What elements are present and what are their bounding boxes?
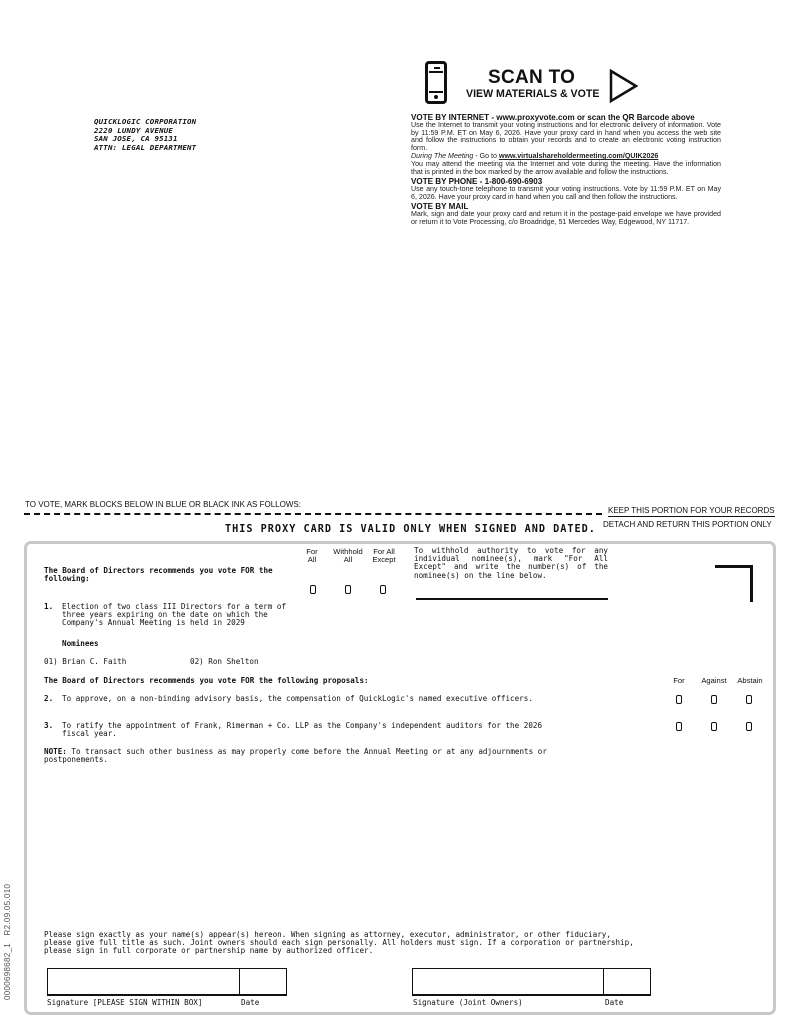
vote-phone-body: Use any touch-tone telephone to transmit your voting instructions. Vote by 11:59 P.M. ET on May 6, 2026. Have your proxy card in hand when you call and then follow the instructions. bbox=[411, 185, 721, 201]
checkbox-proposal-2-for[interactable] bbox=[676, 695, 682, 704]
valid-notice: THIS PROXY CARD IS VALID ONLY WHEN SIGNED AND DATED. bbox=[225, 524, 596, 535]
col-for-all bbox=[300, 548, 324, 564]
voting-instructions bbox=[411, 113, 721, 228]
col-label: For All bbox=[373, 547, 395, 556]
date-box[interactable] bbox=[240, 968, 287, 996]
detach-label: DETACH AND RETURN THIS PORTION ONLY bbox=[603, 520, 772, 529]
meeting-url-link[interactable]: www.virtualshareholdermeeting.com/QUIK2026 bbox=[498, 152, 659, 161]
side-document-code: 0000698682_1 R2.09.05.010 bbox=[3, 883, 12, 1000]
address-line: 2220 LUNDY AVENUE bbox=[94, 125, 174, 135]
proposal-1-number: 1. bbox=[44, 602, 54, 611]
proposal-3-number: 3. bbox=[44, 721, 54, 730]
col-for: For bbox=[673, 676, 685, 685]
board-recommendation-1: The Board of Directors recommends you vote FOR the following: bbox=[44, 566, 273, 584]
col-label: All bbox=[307, 555, 317, 564]
checkbox-proposal-3-for[interactable] bbox=[676, 722, 682, 731]
control-box-corner-mark bbox=[715, 565, 753, 602]
checkbox-for-all[interactable] bbox=[310, 585, 316, 594]
vote-mail-heading: VOTE BY MAIL bbox=[411, 202, 469, 212]
address-line: ATTN: LEGAL DEPARTMENT bbox=[94, 142, 197, 152]
mark-instructions: TO VOTE, MARK BLOCKS BELOW IN BLUE OR BLACK INK AS FOLLOWS: bbox=[25, 500, 301, 509]
play-arrow-icon bbox=[609, 69, 639, 103]
checkbox-withhold-all[interactable] bbox=[345, 585, 351, 594]
detach-dashed-line bbox=[24, 513, 602, 515]
nominee-number-line[interactable] bbox=[416, 598, 608, 600]
address-line: SAN JOSE, CA 95131 bbox=[94, 134, 178, 144]
joint-date-box[interactable] bbox=[604, 968, 651, 996]
nominee-01: 01) Brian C. Faith bbox=[44, 657, 127, 666]
nominee-02: 02) Ron Shelton bbox=[190, 657, 259, 666]
withhold-note: To withhold authority to vote for any individual nominee(s), mark "For All Except" and write the number(s) of the nominee(s) on the line below. bbox=[414, 546, 608, 580]
note bbox=[44, 748, 564, 764]
checkbox-proposal-2-abstain[interactable] bbox=[746, 695, 752, 704]
address-line: QUICKLOGIC CORPORATION bbox=[94, 117, 197, 126]
vote-internet-body: Use the Internet to transmit your voting instructions and for electronic delivery of information. Vote by 11:59 P.M. ET on May 6, 2026. Have your proxy card in hand when you access the web site and follow the instructions to obtain your records and to create an electronic voting instruction form. bbox=[411, 121, 721, 152]
board-recommendation-2: The Board of Directors recommends you vote FOR the following proposals: bbox=[44, 676, 369, 685]
col-label: For bbox=[306, 547, 318, 556]
vote-phone-heading: VOTE BY PHONE - 1-800-690-6903 bbox=[411, 177, 543, 187]
vote-meeting-body: You may attend the meeting via the Internet and vote during the meeting. Have the information that is printed in the box marked by the arrow available and follow the instructions. bbox=[411, 159, 721, 176]
col-against: Against bbox=[701, 676, 727, 685]
signature-label: Signature [PLEASE SIGN WITHIN BOX] bbox=[47, 998, 203, 1007]
nominees-label: Nominees bbox=[62, 639, 99, 648]
col-for-all-except bbox=[368, 548, 400, 564]
joint-date-label: Date bbox=[605, 998, 624, 1007]
date-label: Date bbox=[241, 998, 260, 1007]
checkbox-proposal-2-against[interactable] bbox=[711, 695, 717, 704]
col-label: All bbox=[343, 555, 353, 564]
meeting-label: During The Meeting bbox=[411, 152, 474, 161]
scan-title: SCAN TO bbox=[488, 67, 576, 88]
signing-instructions: Please sign exactly as your name(s) appear(s) hereon. When signing as attorney, executor, administrator, or other fiduciary, please give full title as such. Joint owners should each sign personally. All holders must sign. If a corporation or partnership, please sign in full corporate or partnership name by authorized officer. bbox=[44, 930, 634, 956]
return-address bbox=[94, 118, 196, 152]
smartphone-icon bbox=[425, 61, 447, 104]
col-withhold-all bbox=[327, 548, 369, 564]
note-text: To transact such other business as may properly come before the Annual Meeting or at any adjournments or postponements. bbox=[44, 747, 547, 765]
joint-signature-label: Signature (Joint Owners) bbox=[413, 998, 523, 1007]
joint-signature-box[interactable] bbox=[412, 968, 604, 996]
col-label: Except bbox=[372, 555, 396, 564]
meeting-prefix: - Go to bbox=[473, 152, 499, 161]
vote-mail-body: Mark, sign and date your proxy card and return it in the postage-paid envelope we have provided or return it to Vote Processing, c/o Broadridge, 51 Mercedes Way, Edgewood, NY 11717. bbox=[411, 210, 721, 226]
signature-box[interactable] bbox=[47, 968, 240, 996]
scan-subtitle: VIEW MATERIALS & VOTE bbox=[466, 88, 600, 100]
checkbox-proposal-3-against[interactable] bbox=[711, 722, 717, 731]
checkbox-proposal-3-abstain[interactable] bbox=[746, 722, 752, 731]
proposal-2-text: To approve, on a non-binding advisory basis, the compensation of QuickLogic's named executive officers. bbox=[62, 694, 533, 703]
vote-internet-heading: VOTE BY INTERNET - www.proxyvote.com or scan the QR Barcode above bbox=[411, 113, 695, 122]
proposal-2-number: 2. bbox=[44, 694, 54, 703]
keep-portion-label: KEEP THIS PORTION FOR YOUR RECORDS bbox=[608, 506, 775, 515]
col-label: Withhold bbox=[333, 547, 363, 556]
col-abstain: Abstain bbox=[737, 676, 763, 685]
checkbox-for-all-except[interactable] bbox=[380, 585, 386, 594]
proposal-3-text: To ratify the appointment of Frank, Rimerman + Co. LLP as the Company's independent auditors for the 2026 fiscal year. bbox=[62, 721, 543, 739]
note-label: NOTE: bbox=[44, 747, 67, 756]
proposal-1-text: Election of two class III Directors for a term of three years expiring on the date on which the Company's Annual Meeting is held in 2029 bbox=[62, 602, 287, 628]
